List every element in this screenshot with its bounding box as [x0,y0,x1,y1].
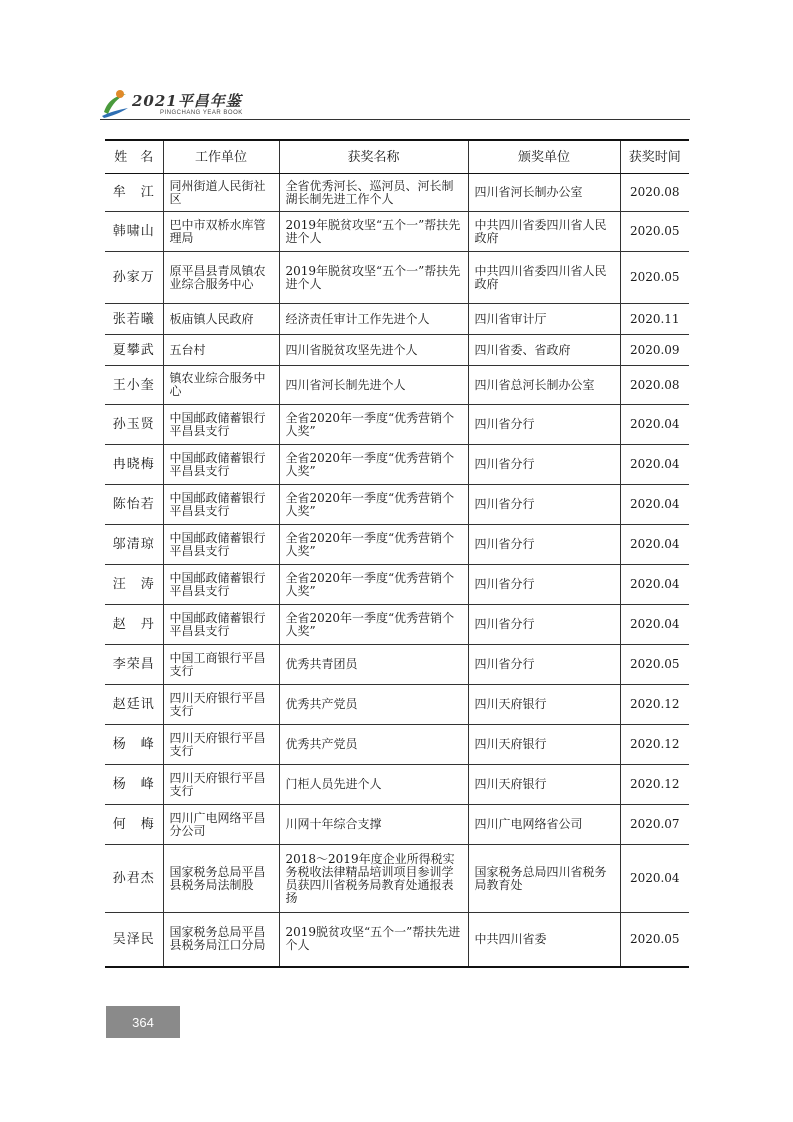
yearbook-logo-icon [100,86,130,120]
cell-issuer: 四川天府银行 [468,725,620,765]
cell-name: 陈怡若 [105,485,163,525]
cell-issuer: 中共四川省委四川省人民政府 [468,252,620,304]
cell-unit: 四川天府银行平昌支行 [163,765,279,805]
cell-date: 2020.11 [620,304,689,335]
cell-issuer: 四川省分行 [468,445,620,485]
column-header-name: 姓 名 [105,140,163,174]
table-row [105,174,689,212]
cell-name: 杨 峰 [105,765,163,805]
cell-unit: 中国邮政储蓄银行平昌县支行 [163,605,279,645]
cell-date: 2020.12 [620,685,689,725]
cell-date: 2020.07 [620,805,689,845]
cell-issuer: 四川省审计厅 [468,304,620,335]
table-row [105,565,689,605]
cell-unit: 中国邮政储蓄银行平昌县支行 [163,565,279,605]
cell-award: 全省2020年一季度“优秀营销个人奖” [279,525,468,565]
cell-award: 2019脱贫攻坚“五个一”帮扶先进个人 [279,913,468,967]
book-subtitle: PINGCHANG YEAR BOOK [160,110,243,116]
cell-name: 汪 涛 [105,565,163,605]
cell-issuer: 四川广电网络省公司 [468,805,620,845]
cell-issuer: 四川省分行 [468,485,620,525]
cell-date: 2020.04 [620,605,689,645]
cell-unit: 镇农业综合服务中心 [163,366,279,405]
cell-award: 川网十年综合支撑 [279,805,468,845]
table-row [105,725,689,765]
table-row [105,366,689,405]
table-row [105,605,689,645]
cell-date: 2020.05 [620,913,689,967]
cell-date: 2020.12 [620,725,689,765]
table-header-row [105,140,689,174]
column-header-date: 获奖时间 [620,140,689,174]
cell-date: 2020.04 [620,445,689,485]
cell-issuer: 四川省分行 [468,605,620,645]
column-header-issuer: 颁奖单位 [468,140,620,174]
cell-name: 杨 峰 [105,725,163,765]
table-row [105,805,689,845]
cell-name: 何 梅 [105,805,163,845]
cell-issuer: 四川天府银行 [468,765,620,805]
cell-name: 邬清琼 [105,525,163,565]
cell-name: 孙君杰 [105,845,163,913]
cell-unit: 四川广电网络平昌分公司 [163,805,279,845]
cell-issuer: 四川省总河长制办公室 [468,366,620,405]
cell-unit: 中国邮政储蓄银行平昌县支行 [163,525,279,565]
cell-unit: 五台村 [163,335,279,366]
cell-unit: 国家税务总局平昌县税务局江口分局 [163,913,279,967]
table-row [105,765,689,805]
cell-name: 赵 丹 [105,605,163,645]
cell-issuer: 四川天府银行 [468,685,620,725]
table-row [105,445,689,485]
cell-unit: 国家税务总局平昌县税务局法制股 [163,845,279,913]
table-row [105,335,689,366]
cell-date: 2020.08 [620,366,689,405]
cell-award: 四川省脱贫攻坚先进个人 [279,335,468,366]
cell-date: 2020.04 [620,485,689,525]
yearbook-header [100,86,690,126]
cell-award: 全省2020年一季度“优秀营销个人奖” [279,405,468,445]
cell-name: 孙家万 [105,252,163,304]
cell-date: 2020.09 [620,335,689,366]
cell-unit: 原平昌县青凤镇农业综合服务中心 [163,252,279,304]
cell-award: 2018～2019年度企业所得税实务税收法律精品培训项目参训学员获四川省税务局教育处通报表扬 [279,845,468,913]
cell-name: 吴泽民 [105,913,163,967]
cell-name: 李荣昌 [105,645,163,685]
table-row [105,845,689,913]
cell-date: 2020.04 [620,845,689,913]
cell-name: 孙玉贤 [105,405,163,445]
table-row [105,405,689,445]
cell-date: 2020.08 [620,174,689,212]
cell-name: 赵廷讯 [105,685,163,725]
cell-unit: 巴中市双桥水库管理局 [163,212,279,252]
cell-award: 全省优秀河长、巡河员、河长制湖长制先进工作个人 [279,174,468,212]
cell-unit: 中国邮政储蓄银行平昌县支行 [163,485,279,525]
cell-issuer: 四川省河长制办公室 [468,174,620,212]
cell-award: 优秀共产党员 [279,725,468,765]
table-row [105,685,689,725]
cell-unit: 中国邮政储蓄银行平昌县支行 [163,445,279,485]
cell-date: 2020.05 [620,252,689,304]
book-title: 2021平昌年鉴 [132,92,242,110]
cell-award: 全省2020年一季度“优秀营销个人奖” [279,445,468,485]
cell-date: 2020.04 [620,565,689,605]
header-divider [100,119,690,120]
cell-award: 全省2020年一季度“优秀营销个人奖” [279,565,468,605]
cell-award: 经济责任审计工作先进个人 [279,304,468,335]
cell-issuer: 四川省分行 [468,525,620,565]
cell-issuer: 四川省分行 [468,405,620,445]
table-row [105,645,689,685]
cell-date: 2020.05 [620,645,689,685]
cell-award: 优秀共产党员 [279,685,468,725]
cell-name: 王小奎 [105,366,163,405]
cell-award: 优秀共青团员 [279,645,468,685]
cell-date: 2020.04 [620,525,689,565]
table-row [105,485,689,525]
column-header-award: 获奖名称 [279,140,468,174]
cell-date: 2020.05 [620,212,689,252]
cell-issuer: 中共四川省委 [468,913,620,967]
cell-unit: 中国邮政储蓄银行平昌县支行 [163,405,279,445]
table-row [105,525,689,565]
cell-issuer: 中共四川省委四川省人民政府 [468,212,620,252]
cell-award: 门柜人员先进个人 [279,765,468,805]
cell-unit: 四川天府银行平昌支行 [163,685,279,725]
cell-award: 2019年脱贫攻坚“五个一”帮扶先进个人 [279,252,468,304]
cell-award: 四川省河长制先进个人 [279,366,468,405]
cell-name: 牟 江 [105,174,163,212]
cell-award: 全省2020年一季度“优秀营销个人奖” [279,485,468,525]
table-row [105,252,689,304]
cell-issuer: 四川省委、省政府 [468,335,620,366]
cell-unit: 同州街道人民街社区 [163,174,279,212]
cell-name: 冉晓梅 [105,445,163,485]
cell-name: 韩啸山 [105,212,163,252]
page-number: 364 [106,1006,180,1038]
cell-date: 2020.04 [620,405,689,445]
cell-issuer: 国家税务总局四川省税务局教育处 [468,845,620,913]
column-header-unit: 工作单位 [163,140,279,174]
cell-name: 夏攀武 [105,335,163,366]
cell-name: 张若曦 [105,304,163,335]
cell-award: 全省2020年一季度“优秀营销个人奖” [279,605,468,645]
cell-issuer: 四川省分行 [468,645,620,685]
awards-table [105,139,689,968]
table-row [105,304,689,335]
cell-award: 2019年脱贫攻坚“五个一”帮扶先进个人 [279,212,468,252]
cell-unit: 中国工商银行平昌支行 [163,645,279,685]
cell-date: 2020.12 [620,765,689,805]
table-row [105,913,689,967]
cell-issuer: 四川省分行 [468,565,620,605]
table-row [105,212,689,252]
cell-unit: 四川天府银行平昌支行 [163,725,279,765]
cell-unit: 板庙镇人民政府 [163,304,279,335]
